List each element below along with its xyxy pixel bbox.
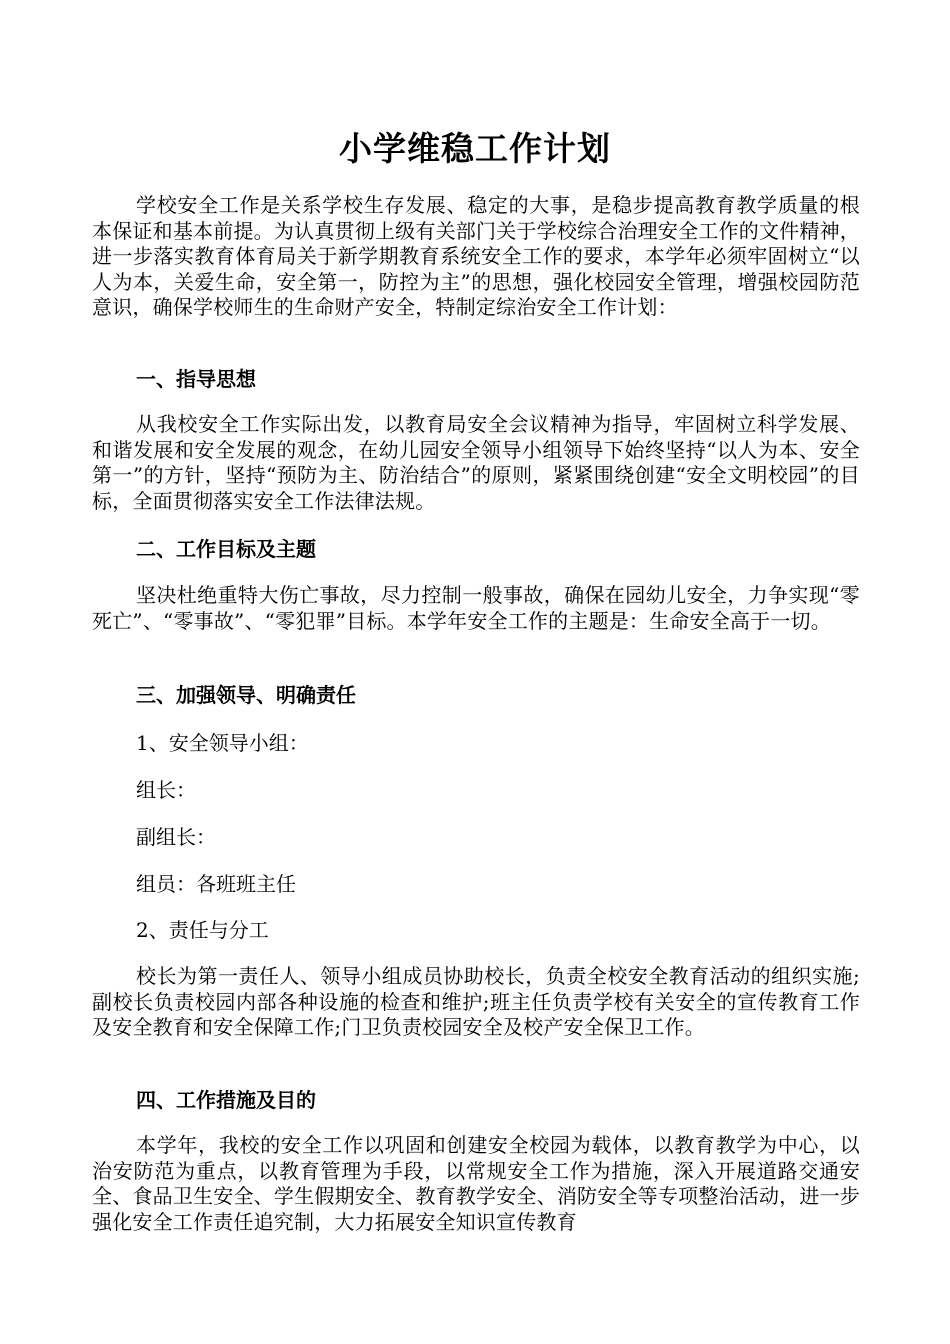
section-heading-goals: 二、工作目标及主题 [136,537,316,561]
members-line: 组员：各班班主任 [136,872,296,896]
section-heading-guiding-ideology: 一、指导思想 [136,367,256,391]
section-heading-measures: 四、工作措施及目的 [136,1088,316,1112]
section-body-responsibility: 校长为第一责任人、领导小组成员协助校长，负责全校安全教育活动的组织实施;副校长负责校园内部各种设施的检查和维护;班主任负责学校有关安全的宣传教育工作及安全教育和安全保障工作;门卫负责校园安全及校产安全保卫工作。 [92,964,860,1040]
list-item-responsibility: 2、责任与分工 [136,918,269,942]
section-body-goals: 坚决杜绝重特大伤亡事故，尽力控制一般事故，确保在园幼儿安全，力争实现“零死亡”、“零事故”、“零犯罪”目标。本学年安全工作的主题是：生命安全高于一切。 [92,583,860,633]
vice-leader-line: 副组长： [136,825,216,849]
list-item-leadership-group: 1、安全领导小组： [136,731,309,755]
section-body-measures: 本学年，我校的安全工作以巩固和创建安全校园为载体，以教育教学为中心，以治安防范为重点，以教育管理为手段，以常规安全工作为措施，深入开展道路交通安全、食品卫生安全、学生假期安全、教育教学安全、消防安全等专项整治活动，进一步强化安全工作责任追究制，大力拓展安全知识宣传教育 [92,1133,860,1234]
intro-paragraph: 学校安全工作是关系学校生存发展、稳定的大事，是稳步提高教育教学质量的根本保证和基本前提。为认真贯彻上级有关部门关于学校综合治理安全工作的文件精神，进一步落实教育体育局关于新学期教育系统安全工作的要求，本学年必须牢固树立“以人为本，关爱生命，安全第一，防控为主”的思想，强化校园安全管理，增强校园防范意识，确保学校师生的生命财产安全，特制定综治安全工作计划： [92,193,860,320]
section-body-guiding-ideology: 从我校安全工作实际出发，以教育局安全会议精神为指导，牢固树立科学发展、和谐发展和安全发展的观念，在幼儿园安全领导小组领导下始终坚持“以人为本、安全第一”的方针，坚持“预防为主、防治结合”的原则，紧紧围绕创建“安全文明校园”的目标，全面贯彻落实安全工作法律法规。 [92,412,860,513]
leader-line: 组长： [136,778,196,802]
section-heading-leadership: 三、加强领导、明确责任 [136,683,356,707]
document-title: 小学维稳工作计划 [339,129,611,168]
